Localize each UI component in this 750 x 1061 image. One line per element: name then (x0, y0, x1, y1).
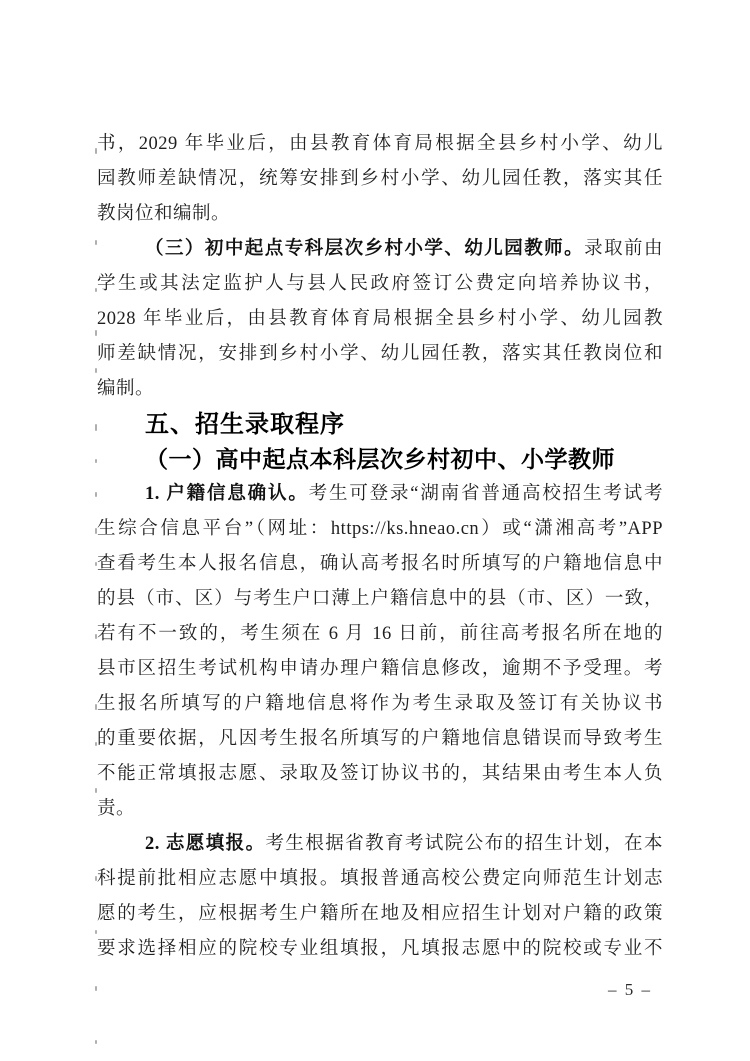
scan-artifact (95, 634, 97, 639)
text-run: 2028 年毕业后，由县教育体育局根据全县乡村小学、幼儿园教 (97, 309, 663, 329)
text-run: 要求选择相应的院校专业组填报，凡填报志愿中的院校或专业不 (97, 939, 663, 959)
text-run: 编制。 (97, 379, 155, 399)
text-run: 科提前批相应志愿中填报。填报普通高校公费定向师范生计划志 (97, 869, 663, 889)
text-run: 的县（市、区）与考生户口薄上户籍信息中的县（市、区）一致， (97, 589, 663, 609)
text-line (97, 652, 663, 687)
text-line (97, 792, 663, 827)
document-body (97, 127, 663, 967)
text-run: 教岗位和编制。 (97, 204, 231, 224)
text-line (97, 302, 663, 337)
text-run: 不能正常填报志愿、录取及签订协议书的，其结果由考生本人负 (97, 764, 663, 784)
scan-artifact (95, 742, 97, 746)
scan-artifact (95, 788, 97, 793)
text-line (97, 547, 663, 582)
scan-artifact (95, 424, 97, 431)
text-line (97, 897, 663, 932)
text-run: 师差缺情况，安排到乡村小学、幼儿园任教，落实其任教岗位和 (97, 344, 663, 364)
text-line (97, 862, 663, 897)
text-run-with-url: 生综合信息平台”（网址：https://ks.hneao.cn）或“潇湘高考”APP (97, 519, 663, 539)
text-line (97, 477, 663, 512)
text-run: 查看考生本人报名信息，确认高考报名时所填写的户籍地信息中 (97, 554, 663, 574)
text-run: 责。 (97, 799, 136, 819)
text-line (97, 197, 663, 232)
text-line (97, 232, 663, 267)
scan-artifact (95, 330, 97, 336)
text-line (97, 267, 663, 302)
subsection-heading-text: （一）高中起点本科层次乡村初中、小学教师 (145, 447, 615, 472)
text-run: 生报名所填写的户籍地信息将作为考生录取及签订有关协议书 (97, 694, 663, 714)
text-run: 县市区招生考试机构申请办理户籍信息修改，逾期不予受理。考 (97, 659, 663, 679)
page-number: – 5 – (608, 980, 652, 999)
text-line (97, 827, 663, 862)
text-line (97, 687, 663, 722)
subsection-heading-lead: （三）初中起点专科层次乡村小学、幼儿园教师。 (145, 239, 585, 259)
scan-artifact (95, 240, 97, 245)
text-run: 学生或其法定监护人与县人民政府签订公费定向培养协议书， (97, 274, 663, 294)
scan-artifact (95, 876, 97, 881)
text-line (97, 582, 663, 617)
text-line (97, 337, 663, 372)
text-line (97, 162, 663, 197)
scan-artifact (95, 562, 97, 566)
scan-artifact (95, 930, 97, 934)
text-run: 愿的考生，应根据考生户籍所在地及相应招生计划对户籍的政策 (97, 904, 663, 924)
scan-artifact (95, 148, 97, 154)
text-line (97, 372, 663, 407)
section-heading-text: 五、招生录取程序 (145, 411, 345, 438)
scan-artifact (95, 1040, 97, 1044)
subsection-heading (97, 442, 663, 477)
item-heading-lead: 1. 户籍信息确认。 (145, 484, 309, 504)
text-line (97, 757, 663, 792)
scan-artifact (95, 288, 97, 292)
text-line (97, 932, 663, 967)
scan-artifact (95, 368, 97, 373)
scan-artifact (95, 492, 97, 497)
text-line (97, 512, 663, 547)
scan-artifact (95, 986, 97, 991)
text-run: 考生根据省教育考试院公布的招生计划，在本 (265, 834, 663, 854)
text-run: 考生可登录“湖南省普通高校招生考试考 (308, 484, 663, 504)
text-run: 书，2029 年毕业后，由县教育体育局根据全县乡村小学、幼儿 (97, 134, 663, 154)
text-run: 园教师差缺情况，统筹安排到乡村小学、幼儿园任教，落实其任 (97, 169, 663, 189)
item-heading-lead: 2. 志愿填报。 (145, 834, 266, 854)
section-heading (97, 407, 663, 442)
text-line (97, 127, 663, 162)
scan-artifact (95, 704, 97, 710)
text-run: 录取前由 (584, 239, 663, 259)
text-run: 的重要依据，凡因考生报名所填写的户籍地信息错误而导致考生 (97, 729, 663, 749)
scan-artifact (95, 459, 97, 463)
text-line (97, 722, 663, 757)
text-run: 若有不一致的，考生须在 6 月 16 日前，前往高考报名所在地的 (97, 624, 663, 644)
text-line (97, 617, 663, 652)
scan-artifact (95, 528, 97, 534)
